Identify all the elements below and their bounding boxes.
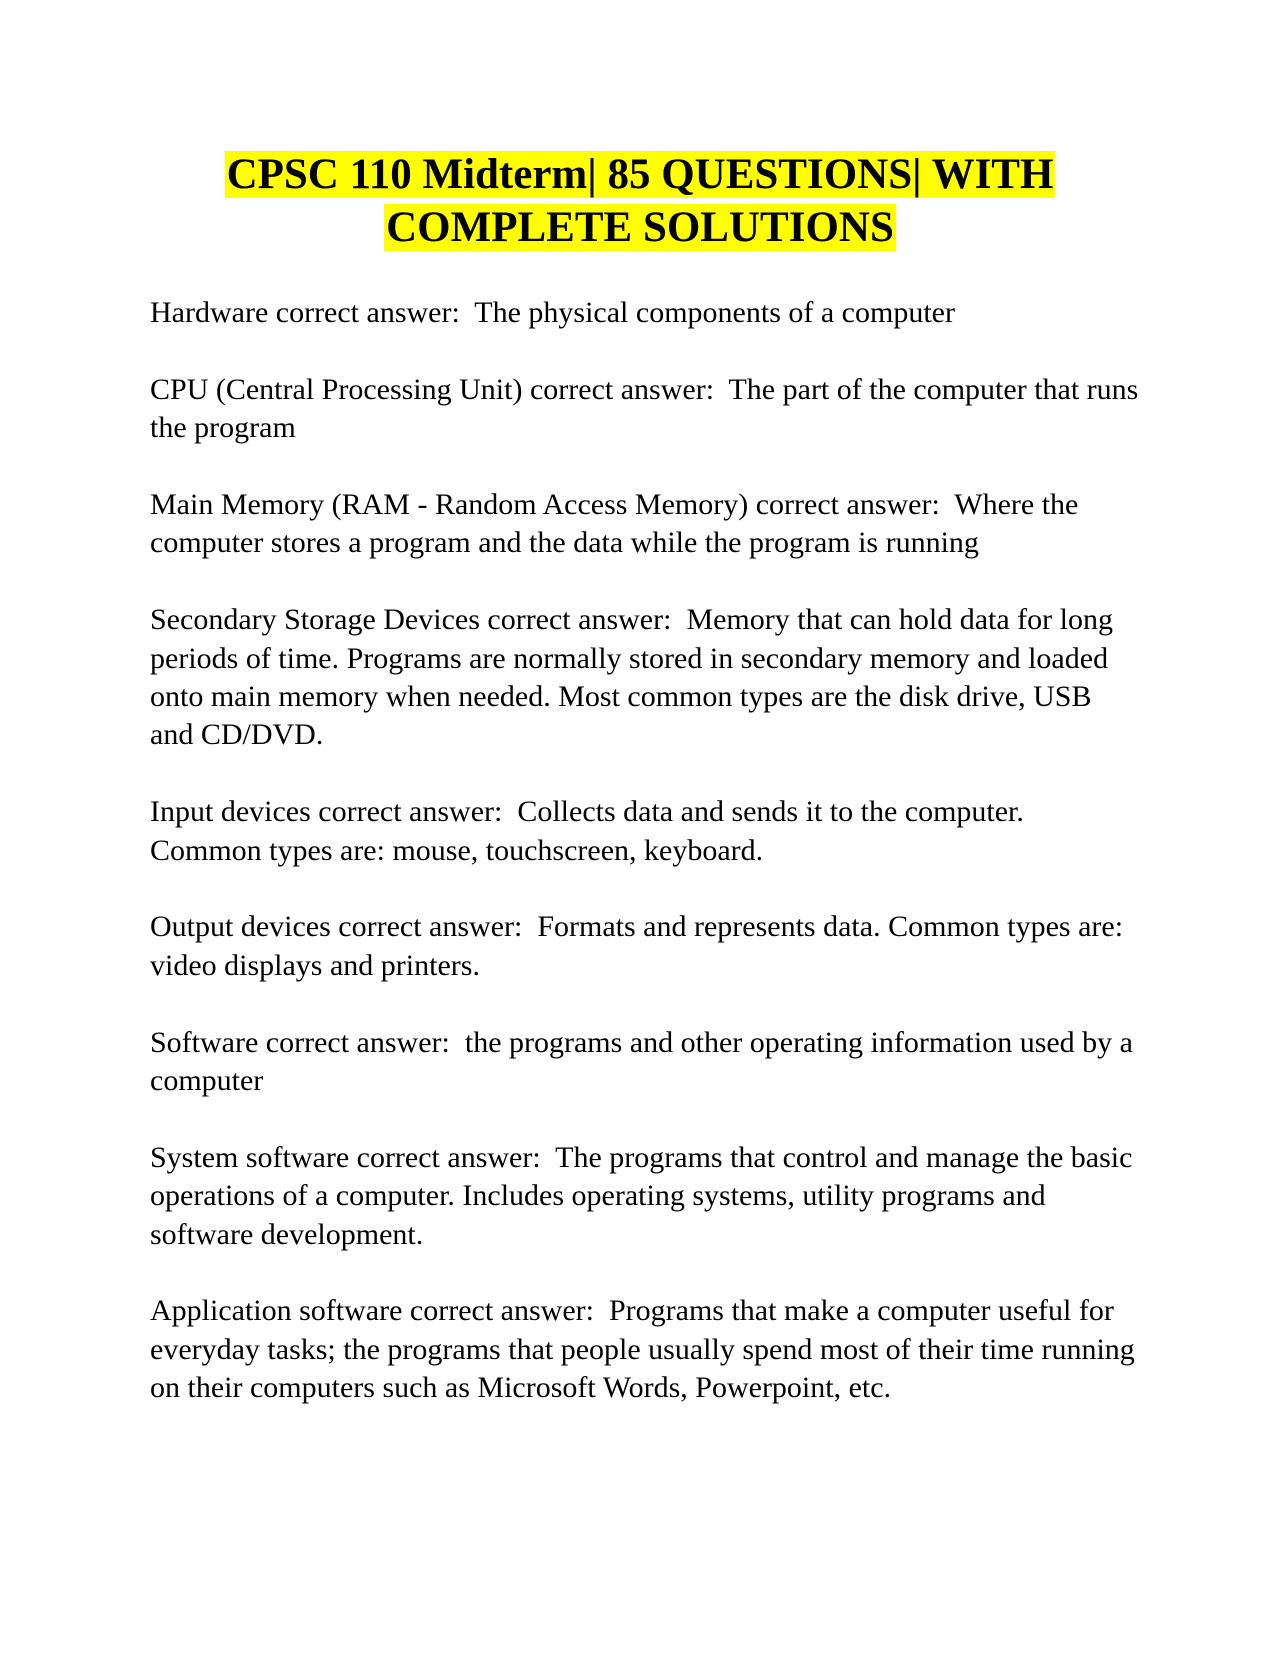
entry-output-devices: Output devices correct answer: Formats and represents data. Common types are: video displays and printers. xyxy=(150,910,1131,982)
question-list xyxy=(150,294,1146,1446)
entry-system-software: System software correct answer: The programs that control and manage the basic operations of a computer. Includes operating systems, utility programs and software development. xyxy=(150,1140,1140,1251)
title-line-1: CPSC 110 Midterm| 85 QUESTIONS| WITH xyxy=(226,151,1054,198)
title-line-2: COMPLETE SOLUTIONS xyxy=(386,204,894,251)
entry-secondary-storage: Secondary Storage Devices correct answer: Memory that can hold data for long periods of time. Programs are normally stored in secondary memory and loaded onto main memory when needed. Most common types are the disk drive, USB and CD/DVD. xyxy=(150,603,1121,752)
document-title xyxy=(150,148,1130,254)
entry-hardware: Hardware correct answer: The physical components of a computer xyxy=(150,296,955,329)
entry-cpu: CPU (Central Processing Unit) correct answer: The part of the computer that runs the program xyxy=(150,372,1146,445)
entry-software: Software correct answer: the programs and other operating information used by a computer xyxy=(150,1025,1141,1098)
entry-main-memory: Main Memory (RAM - Random Access Memory) correct answer: Where the computer stores a program and the data while the program is running xyxy=(150,488,1086,560)
entry-application-software: Application software correct answer: Programs that make a computer useful for everyday tasks; the programs that people usually spend most of their time running on their computers such as Microsoft Words, Powerpoint, etc. xyxy=(150,1294,1143,1405)
entry-input-devices: Input devices correct answer: Collects data and sends it to the computer. Common types are: mouse, touchscreen, keyboard. xyxy=(150,795,1032,867)
